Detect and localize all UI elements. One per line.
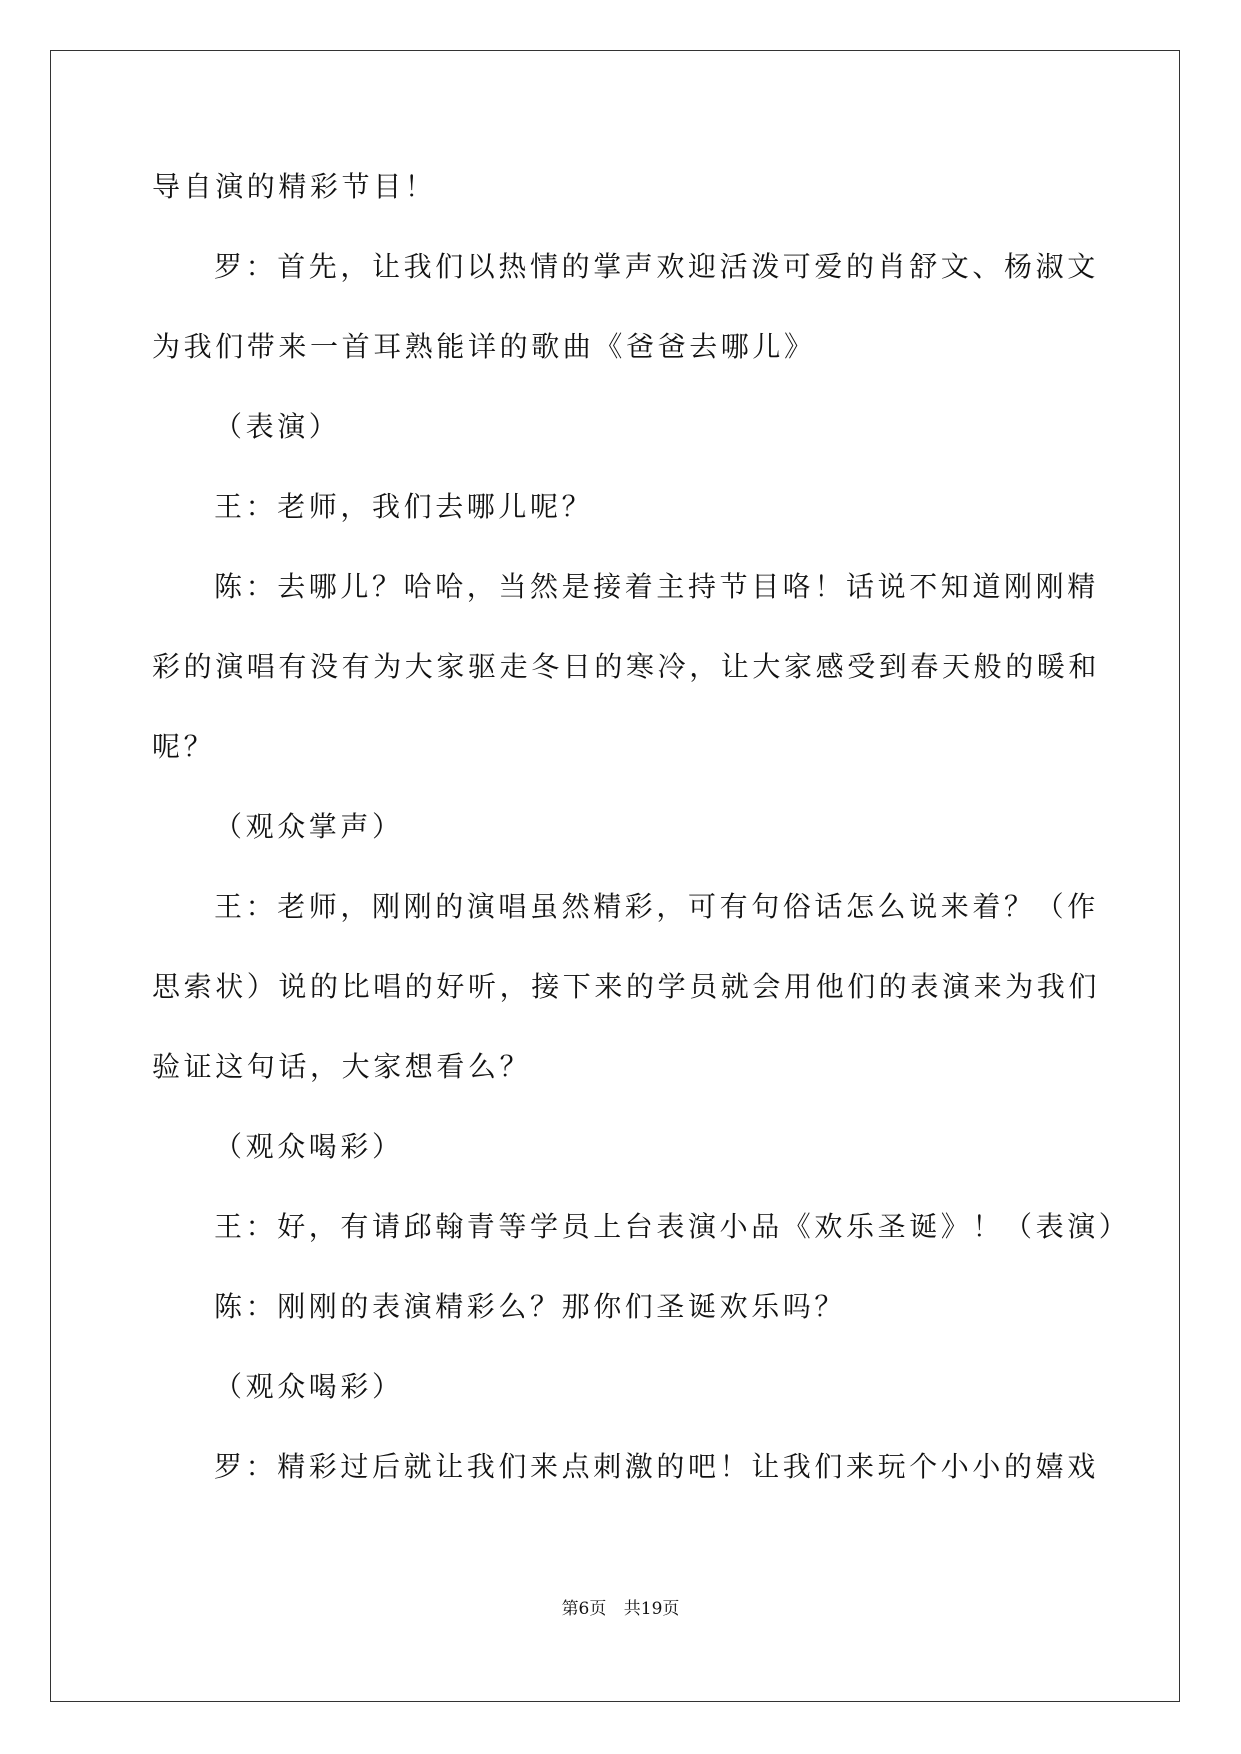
- text-line: 王：好，有请邱翰青等学员上台表演小品《欢乐圣诞》！（表演）: [214, 1210, 1131, 1243]
- page-total: 共19页: [623, 1599, 680, 1619]
- page-footer: [0, 1594, 1241, 1619]
- text-line: 呢？: [152, 730, 216, 763]
- text-line: （观众掌声）: [214, 810, 404, 843]
- text-line: 验证这句话，大家想看么？: [152, 1050, 532, 1083]
- text-line: 陈：刚刚的表演精彩么？那你们圣诞欢乐吗？: [214, 1290, 847, 1323]
- text-line: （观众喝彩）: [214, 1370, 404, 1403]
- text-line: 王：老师，我们去哪儿呢？: [214, 490, 594, 523]
- text-line: 导自演的精彩节目！: [152, 170, 437, 203]
- text-line: 陈：去哪儿？哈哈，当然是接着主持节目咯！话说不知道刚刚精: [214, 570, 1099, 603]
- text-line: （表演）: [214, 410, 341, 443]
- text-line: 罗：精彩过后就让我们来点刺激的吧！让我们来玩个小小的嬉戏: [214, 1450, 1099, 1483]
- text-line: （观众喝彩）: [214, 1130, 404, 1163]
- text-line: 为我们带来一首耳熟能详的歌曲《爸爸去哪儿》: [152, 330, 816, 363]
- text-line: 王：老师，刚刚的演唱虽然精彩，可有句俗话怎么说来着？（作: [214, 890, 1099, 923]
- page-number: 第6页: [561, 1599, 607, 1619]
- text-line: 彩的演唱有没有为大家驱走冬日的寒冷，让大家感受到春天般的暖和: [152, 650, 1101, 683]
- text-line: 罗：首先，让我们以热情的掌声欢迎活泼可爱的肖舒文、杨淑文: [214, 250, 1099, 283]
- text-line: 思索状）说的比唱的好听，接下来的学员就会用他们的表演来为我们: [152, 970, 1101, 1003]
